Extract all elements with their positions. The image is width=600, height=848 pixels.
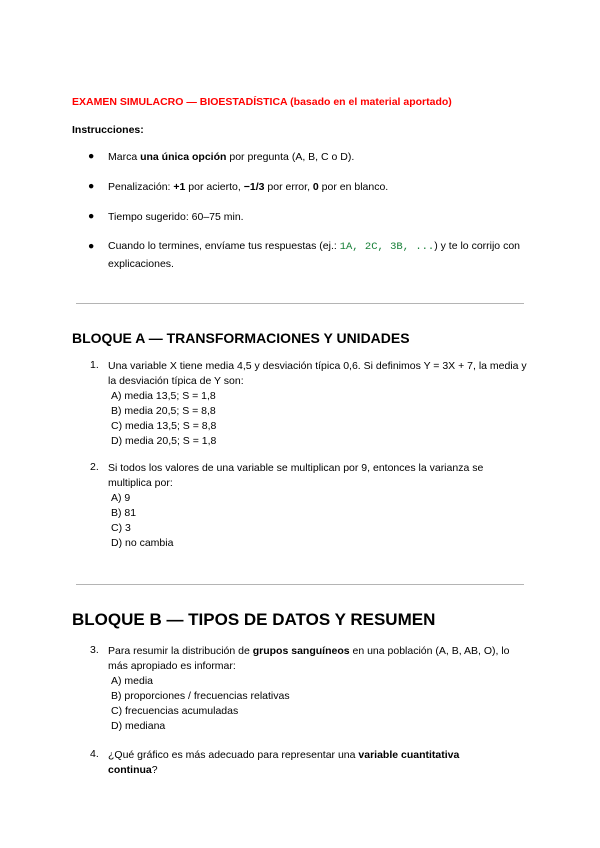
instruction-text: por acierto, <box>185 181 244 193</box>
option-c: C) frecuencias acumuladas <box>111 705 239 717</box>
penalty-correct: +1 <box>173 181 186 193</box>
question-3-text <box>108 644 528 674</box>
question-number: 2. <box>90 461 99 473</box>
question-text: en una población (A, B, AB, O), lo más apropiado es informar: <box>108 645 510 672</box>
option-c: C) 3 <box>111 522 131 534</box>
option-a: A) media 13,5; S = 1,8 <box>111 390 216 402</box>
instruction-text: Cuando lo termines, envíame tus respuestas (ej.: <box>108 240 340 252</box>
answer-example-code: 1A, 2C, 3B, ... <box>339 241 435 253</box>
instruction-text: ) y te lo corrijo con explicaciones. <box>108 240 520 270</box>
option-b: B) 81 <box>111 507 137 519</box>
question-number: 4. <box>90 748 99 760</box>
instruction-item-submit <box>108 238 528 273</box>
option-a: A) media <box>111 675 154 687</box>
instruction-item-penalty <box>108 179 528 196</box>
question-1-options <box>111 389 216 449</box>
question-number: 3. <box>90 644 99 656</box>
question-text: ¿Qué gráfico es más adecuado para representar una <box>108 749 359 761</box>
instruction-text: Penalización: <box>108 181 174 193</box>
option-b: B) proporciones / frecuencias relativas <box>111 690 290 702</box>
option-c: C) media 13,5; S = 8,8 <box>111 420 217 432</box>
instruction-text: por error, <box>264 181 313 193</box>
penalty-error: −1/3 <box>243 181 265 193</box>
question-2-text: Si todos los valores de una variable se multiplican por 9, entonces la varianza se multiplica por: <box>108 462 484 489</box>
question-number: 1. <box>90 359 99 371</box>
question-4-text <box>108 748 488 778</box>
bullet-icon: ● <box>88 240 95 252</box>
question-1-text: Una variable X tiene media 4,5 y desviación típica 0,6. Si definimos Y = 3X + 7, la media y la desviación típica de Y son: <box>108 360 527 387</box>
instructions-heading: Instrucciones: <box>72 124 144 136</box>
block-b-title: BLOQUE B — TIPOS DE DATOS Y RESUMEN <box>72 610 436 629</box>
bullet-icon: ● <box>88 180 95 192</box>
question-text: Para resumir la distribución de <box>108 645 253 657</box>
option-d: D) media 20,5; S = 1,8 <box>111 435 217 447</box>
instruction-text: por en blanco. <box>318 181 389 193</box>
divider <box>76 303 524 304</box>
option-d: D) mediana <box>111 720 166 732</box>
divider <box>76 584 524 585</box>
option-d: D) no cambia <box>111 537 174 549</box>
question-emphasis: variable cuantitativa continua <box>108 749 460 776</box>
instruction-text: por pregunta (A, B, C o D). <box>226 151 355 163</box>
question-3-options <box>111 674 290 734</box>
bullet-icon: ● <box>88 210 95 222</box>
instruction-emphasis: una única opción <box>140 151 227 163</box>
question-emphasis: grupos sanguíneos <box>252 645 350 657</box>
instruction-text: Marca <box>108 151 141 163</box>
question-text: ? <box>151 764 158 776</box>
bullet-icon: ● <box>88 150 95 162</box>
penalty-blank: 0 <box>312 181 319 193</box>
exam-title: EXAMEN SIMULACRO — BIOESTADÍSTICA (basado en el material aportado) <box>72 96 452 108</box>
instruction-item-time: Tiempo sugerido: 60–75 min. <box>108 211 244 223</box>
option-a: A) 9 <box>111 492 131 504</box>
question-2-options <box>111 491 173 551</box>
instruction-item-answer-format <box>108 149 528 166</box>
option-b: B) media 20,5; S = 8,8 <box>111 405 216 417</box>
block-a-title: BLOQUE A — TRANSFORMACIONES Y UNIDADES <box>72 330 410 346</box>
